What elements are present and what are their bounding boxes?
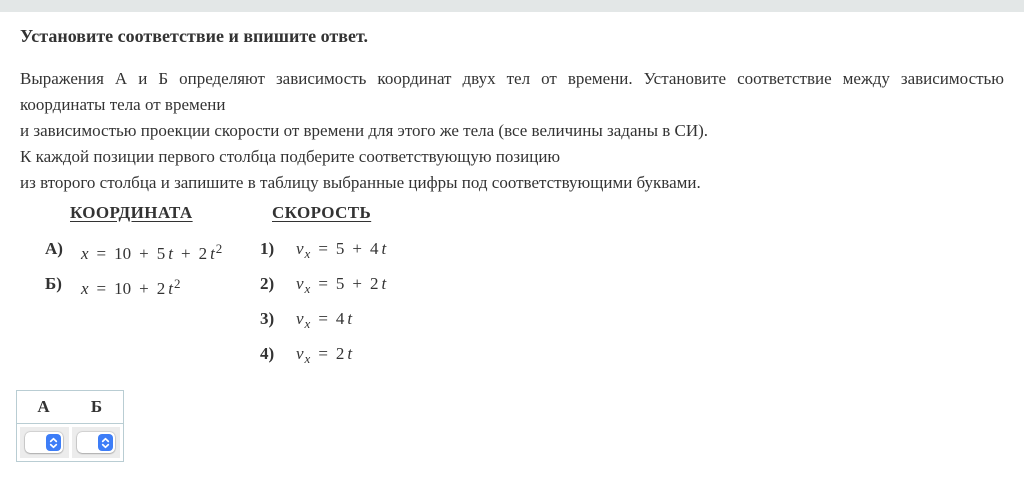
problem-text <box>20 66 1004 196</box>
velocity-column-header: СКОРОСТЬ <box>272 203 372 222</box>
select-stepper-icon <box>46 434 61 451</box>
coordinate-formula-b: x = 10 + 2 $t^2$ <box>81 276 181 298</box>
velocity-item-4 <box>260 343 386 378</box>
problem-text-line: из второго столбца и запишите в таблицу выбранные цифры под соответствующими буквами. <box>20 173 701 192</box>
coordinate-item-a <box>45 238 222 273</box>
velocity-list <box>260 238 386 378</box>
answer-header-b: Б <box>90 397 103 416</box>
item-label: 2) <box>260 274 275 293</box>
velocity-item-3 <box>260 308 386 343</box>
item-label: 4) <box>260 344 275 363</box>
velocity-formula-2: $v_x = 5 + 2$ t <box>296 274 387 296</box>
answer-table-body <box>17 424 123 461</box>
velocity-item-1 <box>260 238 386 273</box>
velocity-formula-1: $v_x = 5 + 4$ t <box>296 239 387 261</box>
answer-select-b[interactable] <box>77 432 115 453</box>
page-title: Установите соответствие и впишите ответ. <box>20 26 368 46</box>
problem-text-line: координаты тела от времени <box>20 95 226 114</box>
item-label: 3) <box>260 309 275 328</box>
coordinate-list <box>45 238 222 308</box>
velocity-item-2 <box>260 273 386 308</box>
answer-cell-a <box>20 427 69 458</box>
problem-text-line: Выражения А и Б определяют зависимость координат двух тел от времени. Установите соответствие между зависимостью <box>20 69 1004 88</box>
velocity-formula-4: $v_x = 2$ t <box>296 344 353 366</box>
problem-text-line: К каждой позиции первого столбца подберите соответствующую позицию <box>20 147 561 166</box>
coordinate-item-b <box>45 273 222 308</box>
answer-table <box>16 390 124 462</box>
answer-cell-b <box>72 427 121 458</box>
item-label: А) <box>45 239 63 258</box>
item-label: Б) <box>45 274 62 293</box>
answer-table-header <box>17 391 123 424</box>
top-bar <box>0 0 1024 12</box>
item-label: 1) <box>260 239 275 258</box>
coordinate-formula-a: x = 10 + 5 t + 2 $t^2$ <box>81 241 223 263</box>
answer-header-a: А <box>37 397 50 416</box>
coordinate-column-header: КООРДИНАТА <box>70 203 193 222</box>
answer-select-a[interactable] <box>25 432 63 453</box>
select-stepper-icon <box>98 434 113 451</box>
velocity-formula-3: $v_x = 4$ t <box>296 309 353 331</box>
problem-text-line: и зависимостью проекции скорости от времени для этого же тела (все величины заданы в СИ). <box>20 121 709 140</box>
